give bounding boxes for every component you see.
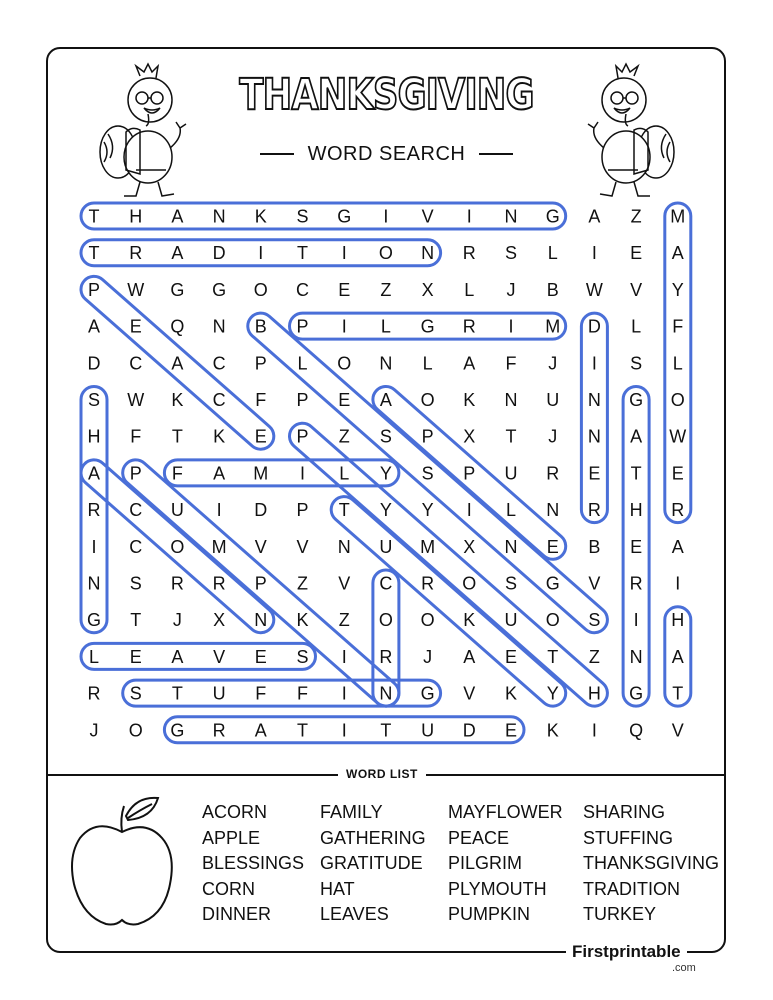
grid-letter[interactable]: N [546, 500, 560, 521]
grid-letter[interactable]: X [463, 426, 476, 447]
grid-letter[interactable]: R [462, 243, 476, 264]
grid-letter[interactable]: F [255, 390, 267, 410]
grid-letter[interactable]: L [672, 353, 683, 374]
grid-letter[interactable]: V [213, 646, 226, 667]
grid-letter[interactable]: N [504, 390, 518, 410]
grid-letter[interactable]: E [504, 646, 518, 667]
grid-letter[interactable]: C [129, 500, 143, 521]
grid-letter[interactable]: L [464, 279, 475, 300]
grid-letter[interactable]: P [254, 353, 267, 374]
grid-letter[interactable]: R [212, 720, 226, 741]
grid-letter[interactable]: L [547, 243, 558, 264]
grid-letter[interactable]: O [420, 390, 435, 410]
grid-letter[interactable]: G [545, 573, 560, 594]
grid-letter[interactable]: C [212, 353, 226, 374]
grid-letter[interactable]: L [339, 463, 350, 484]
word-list-item: SHARING [583, 802, 666, 822]
grid-letter[interactable]: W [127, 390, 145, 410]
grid-letter[interactable]: J [423, 646, 433, 667]
grid-letter[interactable]: V [254, 536, 267, 557]
grid-letter[interactable]: E [630, 536, 643, 557]
grid-letter[interactable]: D [254, 500, 268, 521]
word-list-column-4 [583, 800, 719, 928]
grid-letter[interactable]: T [380, 720, 392, 741]
grid-letter[interactable]: R [379, 646, 393, 667]
grid-letter[interactable]: L [422, 353, 433, 374]
found-word-highlight-plymouth [284, 418, 613, 712]
grid-letter[interactable]: A [171, 206, 184, 227]
grid-letter[interactable]: F [171, 463, 183, 484]
word-list-item: PILGRIM [448, 853, 523, 874]
grid-letter[interactable]: I [341, 720, 347, 741]
word-list-column-2 [320, 800, 426, 928]
grid-letter[interactable]: S [296, 646, 309, 667]
grid-letter[interactable]: N [587, 390, 601, 410]
grid-letter[interactable]: J [506, 279, 516, 300]
grid-letter[interactable]: L [505, 500, 517, 521]
grid-letter[interactable]: N [629, 646, 643, 667]
grid-letter[interactable]: N [337, 536, 351, 557]
grid-letter[interactable]: A [671, 646, 684, 667]
grid-letter[interactable]: O [128, 720, 143, 741]
word-list-item: ACORN [202, 802, 268, 822]
grid-letter[interactable]: P [254, 573, 267, 594]
grid-letter[interactable]: R [129, 243, 143, 264]
grid-letter[interactable]: K [463, 390, 476, 410]
grid-letter[interactable]: H [587, 683, 601, 704]
grid-letter[interactable]: P [296, 500, 309, 521]
grid-letter[interactable]: Z [588, 646, 600, 667]
grid-letter[interactable]: C [296, 279, 309, 300]
grid-letter[interactable]: S [504, 243, 518, 264]
grid-letter[interactable]: R [462, 316, 476, 337]
grid-letter[interactable]: O [253, 279, 268, 300]
grid-letter[interactable]: O [420, 610, 435, 631]
word-list-item: TURKEY [583, 904, 657, 925]
grid-letter[interactable]: C [129, 536, 143, 557]
grid-letter[interactable]: O [545, 610, 560, 631]
grid-letter[interactable]: N [87, 573, 101, 594]
grid-letter[interactable]: Q [629, 720, 644, 741]
grid-letter[interactable]: I [633, 610, 639, 631]
grid-letter[interactable]: F [130, 426, 142, 447]
grid-letter[interactable]: E [588, 463, 601, 484]
grid-letter[interactable]: G [545, 206, 560, 227]
grid-letter[interactable]: J [548, 426, 558, 447]
grid-letter[interactable]: I [466, 500, 472, 521]
page-title: THANKSGIVING [239, 70, 534, 120]
grid-letter[interactable]: N [379, 683, 393, 704]
grid-letter[interactable]: S [87, 390, 101, 410]
grid-letter[interactable]: U [546, 390, 560, 410]
grid-letter[interactable]: P [296, 426, 309, 447]
grid-letter[interactable]: V [338, 573, 351, 594]
grid-letter[interactable]: G [629, 390, 644, 410]
grid-letter[interactable]: R [87, 500, 101, 521]
grid-letter[interactable]: T [338, 500, 350, 521]
grid-letter[interactable]: T [88, 206, 100, 227]
grid-letter[interactable]: S [129, 683, 142, 704]
grid-letter[interactable]: A [630, 426, 643, 447]
grid-letter[interactable]: N [212, 206, 226, 227]
grid-letter[interactable]: O [170, 536, 185, 557]
grid-letter[interactable]: F [505, 353, 517, 374]
grid-letter[interactable]: E [546, 536, 559, 557]
word-list-item: CORN [202, 878, 255, 899]
grid-letter[interactable]: S [504, 573, 518, 594]
grid-letter[interactable]: I [341, 243, 347, 264]
grid-letter[interactable]: Y [671, 279, 684, 300]
word-list-item: PLYMOUTH [448, 878, 547, 899]
grid-letter[interactable]: E [254, 646, 267, 667]
grid-letter[interactable]: N [379, 353, 393, 374]
grid-letter[interactable]: V [588, 573, 601, 594]
grid-letter[interactable]: S [630, 353, 643, 374]
word-list-item: GATHERING [320, 827, 426, 848]
word-list-item: TRADITION [583, 878, 680, 899]
word-list-item: HAT [320, 878, 355, 899]
grid-letter[interactable]: R [671, 500, 685, 521]
grid-letter[interactable]: F [255, 683, 267, 704]
grid-letter[interactable]: J [89, 720, 99, 741]
grid-letter[interactable]: I [91, 536, 97, 557]
grid-letter[interactable]: U [504, 610, 518, 631]
grid-letter[interactable]: T [171, 683, 183, 704]
grid-letter[interactable]: T [88, 243, 100, 264]
grid-letter[interactable]: R [629, 573, 643, 594]
grid-letter[interactable]: O [462, 573, 477, 594]
grid-letter[interactable]: O [337, 353, 352, 374]
grid-letter[interactable]: N [504, 536, 518, 557]
grid-letter[interactable]: N [212, 316, 226, 337]
grid-letter[interactable]: K [546, 720, 559, 741]
grid-letter[interactable]: Z [338, 426, 350, 447]
grid-letter[interactable]: I [216, 500, 222, 521]
grid-letter[interactable]: X [463, 536, 476, 557]
grid-letter[interactable]: K [213, 426, 226, 447]
found-word-highlight-thanksgiving [81, 203, 566, 229]
letter-layer [87, 207, 686, 741]
grid-letter[interactable]: P [87, 279, 101, 300]
found-word-highlight-stuffing [123, 680, 441, 706]
grid-letter[interactable]: B [254, 316, 267, 337]
grid-letter[interactable]: T [547, 646, 559, 667]
grid-letter[interactable]: Y [379, 500, 392, 521]
grid-letter[interactable]: A [87, 463, 101, 484]
grid-letter[interactable]: Q [170, 316, 185, 337]
grid-letter[interactable]: I [341, 316, 347, 337]
found-word-highlight-turkey [326, 491, 571, 711]
word-list-item: FAMILY [320, 802, 383, 822]
grid-letter[interactable]: V [630, 279, 643, 300]
grid-letter[interactable]: T [130, 610, 142, 631]
grid-letter[interactable]: H [629, 500, 643, 521]
grid-letter[interactable]: I [341, 683, 347, 704]
grid-letter[interactable]: N [504, 206, 518, 227]
grid-letter[interactable]: I [383, 206, 389, 227]
grid-letter[interactable]: V [421, 206, 434, 227]
grid-letter[interactable]: A [463, 353, 476, 374]
grid-letter[interactable]: Z [630, 206, 642, 227]
grid-letter[interactable]: M [545, 316, 561, 337]
grid-letter[interactable]: H [87, 426, 101, 447]
grid-letter[interactable]: V [296, 536, 309, 557]
grid-letter[interactable]: A [171, 646, 184, 667]
grid-letter[interactable]: E [254, 426, 267, 447]
grid-letter[interactable]: G [170, 279, 185, 300]
grid-letter[interactable]: M [211, 536, 227, 557]
grid-letter[interactable]: A [213, 463, 226, 484]
grid-letter[interactable]: Y [421, 500, 434, 521]
grid-letter[interactable]: A [171, 353, 184, 374]
word-list-item: LEAVES [320, 904, 389, 925]
grid-letter[interactable]: Z [380, 279, 392, 300]
grid-letter[interactable]: M [670, 206, 686, 227]
grid-letter[interactable]: I [591, 243, 597, 264]
grid-letter[interactable]: A [171, 243, 184, 264]
grid-letter[interactable]: U [379, 536, 393, 557]
grid-letter[interactable]: L [380, 316, 391, 337]
grid-letter[interactable]: I [466, 206, 472, 227]
grid-letter[interactable]: H [671, 610, 685, 631]
grid-letter[interactable]: S [421, 463, 434, 484]
grid-letter[interactable]: K [254, 206, 267, 227]
grid-letter[interactable]: A [588, 206, 601, 227]
grid-letter[interactable]: T [505, 426, 517, 447]
word-list-item: THANKSGIVING [583, 853, 720, 874]
grid-letter[interactable]: J [172, 610, 182, 631]
grid-letter[interactable]: T [672, 683, 684, 704]
grid-letter[interactable]: W [669, 426, 687, 447]
grid-letter[interactable]: A [671, 536, 684, 557]
grid-letter[interactable]: K [171, 390, 184, 410]
grid-letter[interactable]: D [212, 243, 226, 264]
grid-letter[interactable]: R [170, 573, 184, 594]
grid-letter[interactable]: W [127, 279, 145, 300]
grid-letter[interactable]: P [296, 390, 309, 410]
grid-letter[interactable]: G [212, 279, 227, 300]
grid-letter[interactable]: G [170, 720, 185, 741]
grid-letter[interactable]: D [87, 353, 101, 374]
grid-letter[interactable]: X [421, 279, 434, 300]
grid-letter[interactable]: H [129, 206, 143, 227]
grid-letter[interactable]: T [297, 243, 308, 264]
grid-letter[interactable]: J [548, 353, 558, 374]
grid-letter[interactable]: Y [546, 683, 559, 704]
word-list-column-1 [202, 800, 304, 928]
word-list-item: DINNER [202, 904, 272, 925]
word-list-item: PUMPKIN [448, 904, 531, 925]
grid-letter[interactable]: I [591, 720, 597, 741]
grid-letter[interactable]: O [378, 243, 393, 264]
grid-letter[interactable]: P [463, 463, 476, 484]
grid-letter[interactable]: I [299, 463, 306, 484]
grid-letter[interactable]: F [297, 683, 308, 704]
grid-letter[interactable]: T [630, 463, 642, 484]
grid-letter[interactable]: N [254, 610, 268, 631]
grid-letter[interactable]: G [420, 316, 435, 337]
grid-letter[interactable]: R [87, 683, 101, 704]
grid-letter[interactable]: F [672, 316, 684, 337]
grid-letter[interactable]: M [420, 536, 436, 557]
grid-letter[interactable]: N [421, 243, 435, 264]
grid-letter[interactable]: D [587, 316, 601, 337]
subtitle: WORD SEARCH [307, 142, 466, 165]
grid-letter[interactable]: D [462, 720, 476, 741]
grid-letter[interactable]: G [337, 206, 352, 227]
grid-letter[interactable]: E [630, 243, 643, 264]
grid-letter[interactable]: R [421, 573, 435, 594]
brand-logo: Firstprintable [566, 942, 687, 962]
grid-letter[interactable]: R [212, 573, 226, 594]
grid-letter[interactable]: I [341, 646, 347, 667]
word-list-item: BLESSINGS [202, 853, 305, 874]
grid-letter[interactable]: U [421, 720, 435, 741]
grid-letter[interactable]: B [588, 536, 601, 557]
grid-letter[interactable]: I [675, 573, 681, 594]
grid-letter[interactable]: X [213, 610, 226, 631]
grid-letter[interactable]: T [297, 720, 308, 741]
grid-letter[interactable]: S [588, 610, 601, 631]
grid-letter[interactable]: K [296, 610, 309, 631]
grid-letter[interactable]: S [379, 426, 392, 447]
grid-letter[interactable]: A [671, 243, 684, 264]
grid-letter[interactable]: U [504, 463, 518, 484]
apple-icon [66, 792, 182, 932]
grid-letter[interactable]: O [378, 610, 393, 631]
grid-letter[interactable]: G [86, 610, 102, 631]
grid-letter[interactable]: P [421, 426, 434, 447]
word-list-item: PEACE [448, 827, 510, 848]
found-word-highlight-leaves [81, 643, 316, 669]
grid-letter[interactable]: A [379, 390, 392, 410]
grid-letter[interactable]: E [129, 646, 142, 667]
grid-letter[interactable]: V [671, 720, 684, 741]
word-list-item: APPLE [202, 827, 261, 848]
grid-letter[interactable]: C [379, 573, 393, 594]
grid-letter[interactable]: G [629, 683, 644, 704]
grid-letter[interactable]: K [504, 683, 518, 704]
grid-letter[interactable]: E [129, 316, 142, 337]
brand-domain: .com [672, 962, 696, 974]
grid-letter[interactable]: S [129, 573, 142, 594]
grid-letter[interactable]: V [463, 683, 476, 704]
grid-letter[interactable]: E [671, 463, 684, 484]
grid-letter[interactable]: E [338, 390, 351, 410]
grid-letter[interactable]: T [171, 426, 183, 447]
grid-letter[interactable]: I [508, 316, 514, 337]
grid-letter[interactable]: C [212, 390, 226, 410]
grid-letter[interactable]: L [88, 646, 100, 667]
grid-letter[interactable]: G [420, 683, 435, 704]
grid-letter[interactable]: P [129, 463, 142, 484]
grid-letter[interactable]: Y [379, 463, 392, 484]
word-list-item: MAYFLOWER [448, 802, 563, 822]
grid-letter[interactable]: U [170, 500, 184, 521]
grid-letter[interactable]: C [129, 353, 143, 374]
grid-letter[interactable]: A [254, 720, 267, 741]
grid-letter[interactable]: M [253, 463, 269, 484]
grid-letter[interactable]: O [670, 390, 685, 410]
grid-letter[interactable]: L [297, 353, 308, 374]
grid-letter[interactable]: Z [297, 573, 308, 594]
grid-letter[interactable]: B [546, 279, 559, 300]
word-list-column-3 [448, 800, 563, 928]
grid-letter[interactable]: L [631, 316, 642, 337]
found-word-highlight-dinner [581, 313, 607, 522]
grid-letter[interactable]: R [546, 463, 560, 484]
word-list-item: STUFFING [583, 827, 673, 848]
grid-letter[interactable]: W [585, 279, 603, 300]
word-list-item: GRATITUDE [320, 853, 423, 874]
grid-letter[interactable]: K [463, 610, 476, 631]
grid-letter[interactable]: A [87, 316, 101, 337]
grid-letter[interactable]: P [296, 316, 309, 337]
grid-letter[interactable]: N [587, 426, 601, 447]
grid-letter[interactable]: U [212, 683, 226, 704]
grid-letter[interactable]: Z [338, 610, 350, 631]
word-list-heading: WORD LIST [338, 765, 426, 783]
grid-letter[interactable]: I [591, 353, 597, 374]
grid-letter[interactable]: I [258, 243, 264, 264]
grid-letter[interactable]: S [296, 206, 309, 227]
grid-letter[interactable]: A [463, 646, 476, 667]
grid-letter[interactable]: E [338, 279, 351, 300]
grid-letter[interactable]: E [504, 720, 518, 741]
grid-letter[interactable]: R [587, 500, 601, 521]
